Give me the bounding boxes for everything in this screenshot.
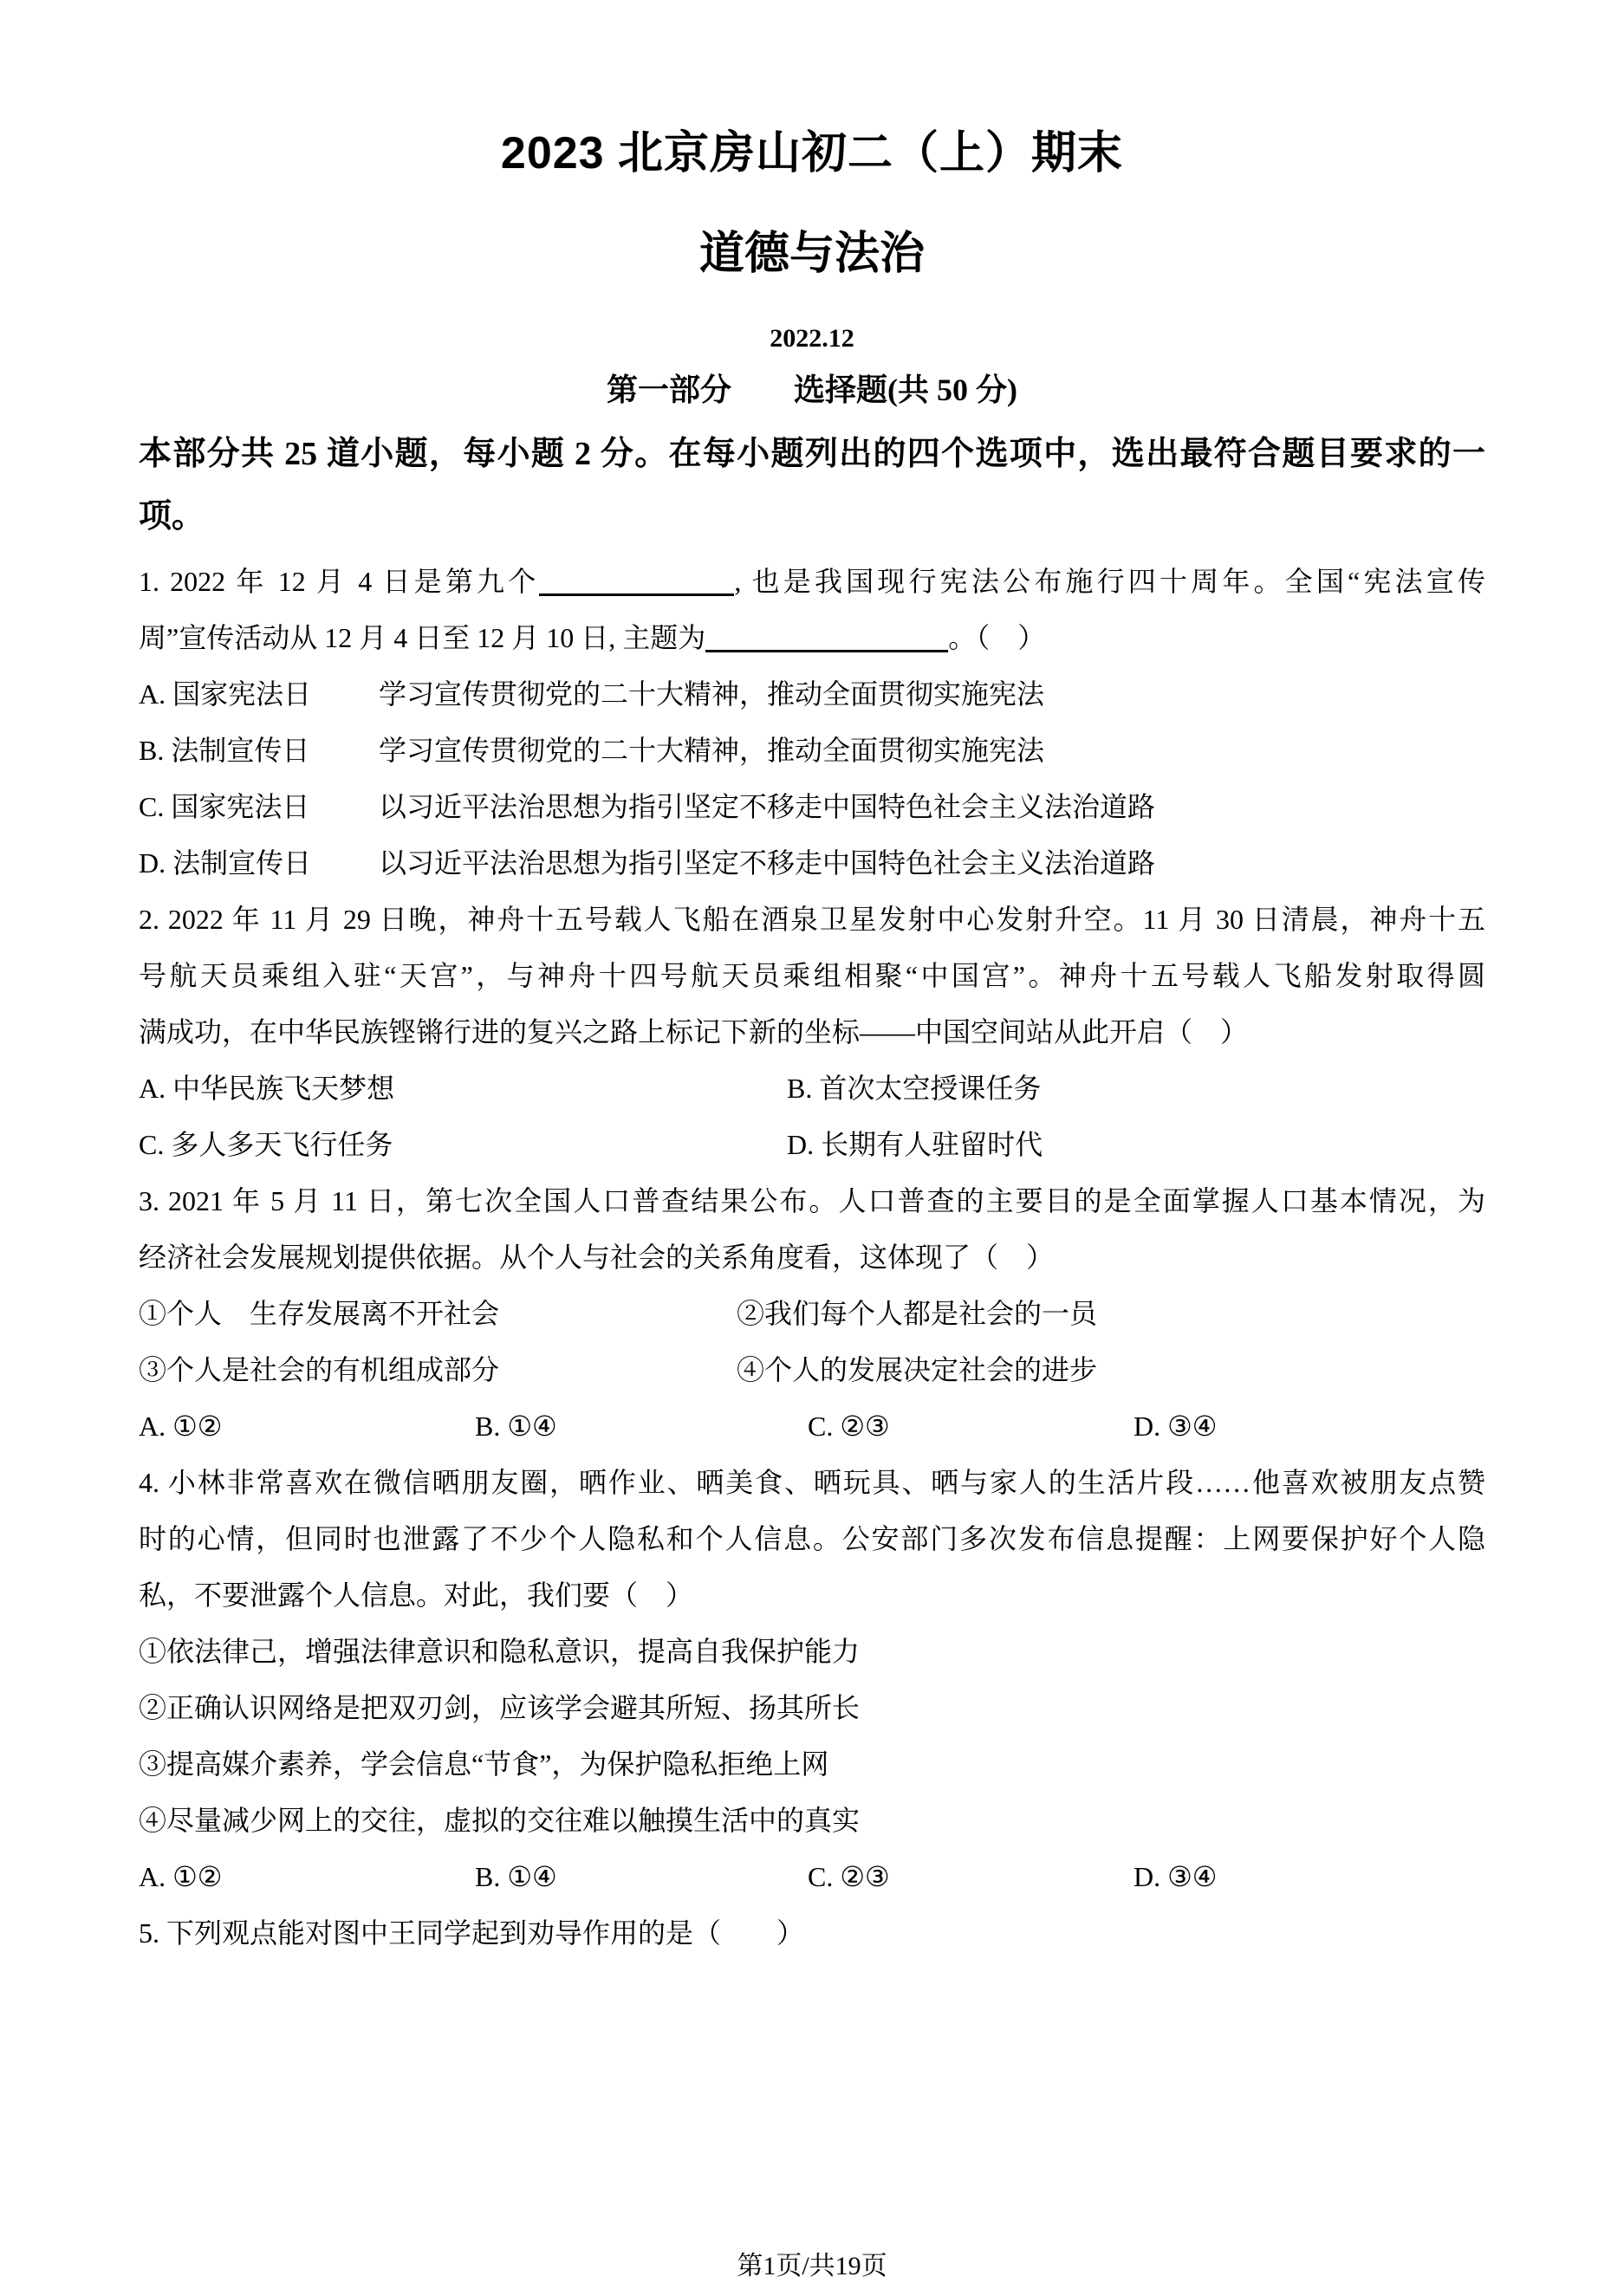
options-row — [139, 1060, 1485, 1117]
option-b: B. ①④ — [475, 1861, 557, 1892]
exam-date: 2022.12 — [770, 324, 854, 353]
stem-text: 1. 2022 年 12 月 4 日是第九个 — [139, 566, 540, 597]
option-a: A. ①② — [139, 1411, 223, 1442]
statement-2: ②我们每个人都是社会的一员 — [737, 1298, 1098, 1329]
stem-text: 。（ ） — [948, 622, 1046, 653]
question-stem — [139, 610, 1485, 666]
page-subtitle: 道德与法治 — [698, 229, 925, 279]
question-stem: 满成功，在中华民族铿锵行进的复兴之路上标记下新的坐标——中国空间站从此开启（ ） — [139, 1016, 1249, 1047]
section-instructions — [139, 423, 1485, 548]
answer-blank — [705, 624, 948, 652]
option-b: B. ①④ — [475, 1411, 557, 1442]
option-a: A. 中华民族飞天梦想 — [139, 1073, 395, 1104]
option-c: C. 多人多天飞行任务 — [139, 1129, 393, 1160]
statement-2: ②正确认识网络是把双刃剑，应该学会避其所短、扬其所长 — [139, 1692, 861, 1723]
option-d: D. ③④ — [1134, 1861, 1218, 1892]
question-stem: 时的心情，但同时也泄露了不少个人隐私和个人信息。公安部门多次发布信息提醒：上网要保护好个人隐 — [139, 1523, 1485, 1554]
question-2 — [139, 892, 1485, 1173]
option-c — [139, 779, 1485, 835]
instructions-line: 本部分共 25 道小题，每小题 2 分。在每小题列出的四个选项中，选出最符合题目要求的一 — [139, 436, 1485, 472]
options-row — [139, 1849, 1485, 1905]
question-stem: 3. 2021 年 5 月 11 日，第七次全国人口普查结果公布。人口普查的主要目的是全面掌握人口基本情况，为 — [139, 1185, 1485, 1216]
option-d: D. 长期有人驻留时代 — [787, 1129, 1043, 1160]
question-stem: 号航天员乘组入驻“天宫”，与神舟十四号航天员乘组相聚“中国宫”。神舟十五号载人飞船发射取得圆 — [139, 960, 1485, 991]
option-text: 学习宣传贯彻党的二十大精神，推动全面贯彻实施宪法 — [379, 735, 1045, 766]
option-label: C. 国家宪法日 — [139, 791, 310, 822]
option-b — [139, 723, 1485, 779]
option-b: B. 首次太空授课任务 — [787, 1073, 1042, 1104]
option-c: C. ②③ — [808, 1861, 890, 1892]
section-heading: 第一部分 选择题(共 50 分) — [607, 373, 1017, 407]
paper-header — [139, 126, 1485, 412]
option-d: D. ③④ — [1134, 1411, 1218, 1442]
option-text: 以习近平法治思想为指引坚定不移走中国特色社会主义法治道路 — [379, 791, 1156, 822]
option-label: B. 法制宣传日 — [139, 735, 310, 766]
question-stem: 2. 2022 年 11 月 29 日晚，神舟十五号载人飞船在酒泉卫星发射中心发射升空。11 月 30 日清晨，神舟十五 — [139, 904, 1485, 935]
question-5 — [139, 1905, 1485, 1962]
option-a: A. ①② — [139, 1861, 223, 1892]
page-content — [0, 126, 1624, 1962]
statements-row — [139, 1286, 1485, 1342]
question-stem: 私，不要泄露个人信息。对此，我们要（ ） — [139, 1579, 694, 1611]
statement-3: ③提高媒介素养，学会信息“节食”，为保护隐私拒绝上网 — [139, 1748, 829, 1780]
option-label: A. 国家宪法日 — [139, 678, 312, 710]
question-stem: 经济社会发展规划提供依据。从个人与社会的关系角度看，这体现了（ ） — [139, 1242, 1055, 1273]
option-c: C. ②③ — [808, 1411, 890, 1442]
option-a — [139, 666, 1485, 723]
question-3 — [139, 1173, 1485, 1455]
stem-text: , 也是我国现行宪法公布施行四十周年。全国“宪法宣传 — [734, 566, 1485, 597]
page-title: 2023 北京房山初二（上）期末 — [500, 128, 1124, 178]
options-row — [139, 1117, 1485, 1173]
option-text: 以习近平法治思想为指引坚定不移走中国特色社会主义法治道路 — [379, 847, 1156, 879]
statement-4: ④个人的发展决定社会的进步 — [737, 1354, 1098, 1385]
question-stem: 5. 下列观点能对图中王同学起到劝导作用的是（ ） — [139, 1917, 805, 1949]
statements-row — [139, 1342, 1485, 1398]
option-text: 学习宣传贯彻党的二十大精神，推动全面贯彻实施宪法 — [379, 678, 1045, 710]
statement-1: ①依法律己，增强法律意识和隐私意识，提高自我保护能力 — [139, 1636, 861, 1667]
statement-1: ①个人 生存发展离不开社会 — [139, 1298, 500, 1329]
instructions-line: 项。 — [139, 498, 205, 535]
statement-4: ④尽量减少网上的交往，虚拟的交往难以触摸生活中的真实 — [139, 1805, 861, 1836]
options-row — [139, 1398, 1485, 1455]
question-stem — [139, 554, 1485, 610]
statement-3: ③个人是社会的有机组成部分 — [139, 1354, 500, 1385]
option-d — [139, 835, 1485, 892]
option-label: D. 法制宣传日 — [139, 847, 312, 879]
page-number-footer: 第1页/共19页 — [737, 2252, 887, 2280]
answer-blank — [539, 568, 734, 596]
question-1 — [139, 554, 1485, 892]
question-stem: 4. 小林非常喜欢在微信晒朋友圈，晒作业、晒美食、晒玩具、晒与家人的生活片段……他喜欢被朋友点赞 — [139, 1467, 1485, 1498]
questions-list — [139, 554, 1485, 1962]
question-4 — [139, 1455, 1485, 1905]
stem-text: 周”宣传活动从 12 月 4 日至 12 月 10 日, 主题为 — [139, 622, 706, 653]
